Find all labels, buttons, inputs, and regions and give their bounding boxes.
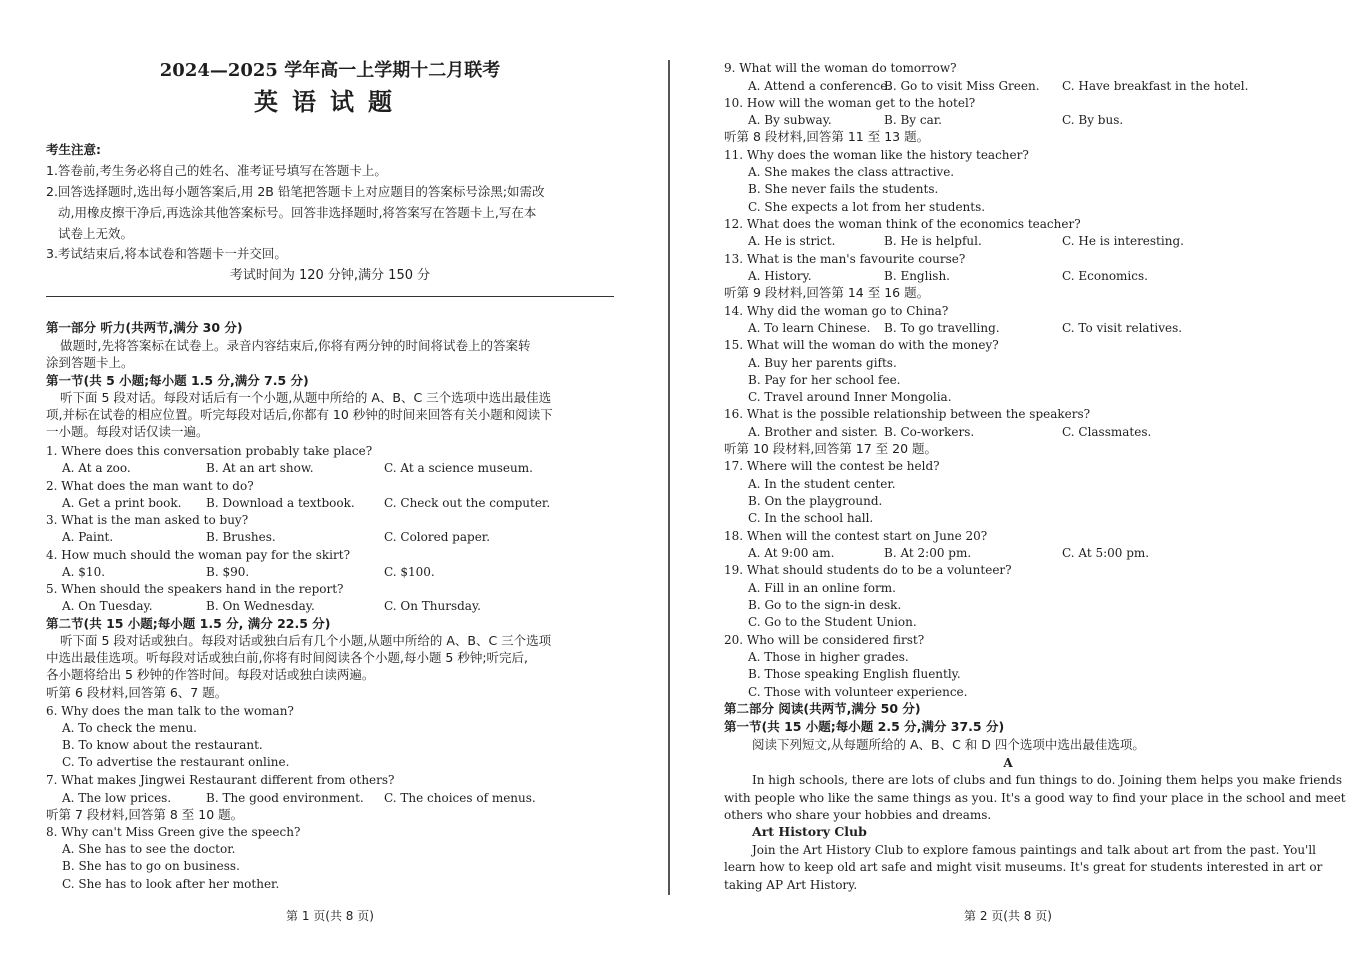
- part1-intro: 做题时,先将答案标在试卷上。录音内容结束后,你将有两分钟的时间将试卷上的答案转: [60, 338, 531, 353]
- section3-intro: 阅读下列短文,从每题所给的 A、B、C 和 D 四个选项中选出最佳选项。: [752, 737, 1145, 752]
- club-description-line: taking AP Art History.: [724, 878, 858, 892]
- q9-option-a: A. Attend a conference.: [748, 79, 892, 93]
- q19-option-a: A. Fill in an online form.: [748, 581, 896, 595]
- material-9-note: 听第 9 段材料,回答第 14 至 16 题。: [724, 285, 930, 300]
- q4-option-a: A. $10.: [62, 565, 106, 579]
- question-17: 17. Where will the contest be held?: [724, 459, 940, 473]
- section1-heading: 第一节(共 5 小题;每小题 1.5 分,满分 7.5 分): [46, 373, 309, 388]
- q8-option-a: A. She has to see the doctor.: [62, 842, 236, 856]
- page-footer: 第 2 页(共 8 页): [964, 909, 1052, 923]
- exam-page-2: [724, 0, 1346, 955]
- question-9: 9. What will the woman do tomorrow?: [724, 61, 957, 75]
- q15-option-c: C. Travel around Inner Mongolia.: [748, 390, 952, 404]
- q18-option-a: A. At 9:00 am.: [748, 546, 835, 560]
- q18-option-b: B. At 2:00 pm.: [884, 546, 972, 560]
- part1-intro: 涂到答题卡上。: [46, 355, 134, 370]
- q8-option-b: B. She has to go on business.: [62, 859, 240, 873]
- q14-option-a: A. To learn Chinese.: [748, 321, 871, 335]
- q7-option-b: B. The good environment.: [206, 791, 364, 805]
- question-3: 3. What is the man asked to buy?: [46, 513, 249, 527]
- q11-option-c: C. She expects a lot from her students.: [748, 200, 986, 214]
- q15-option-a: A. Buy her parents gifts.: [748, 356, 897, 370]
- q5-option-a: A. On Tuesday.: [62, 599, 153, 613]
- section2-intro: 各小题将给出 5 秒钟的作答时间。每段对话或独白读两遍。: [46, 667, 375, 682]
- divider: [46, 296, 614, 297]
- q9-option-c: C. Have breakfast in the hotel.: [1062, 79, 1249, 93]
- exam-page-1: [46, 0, 614, 955]
- page-footer: 第 1 页(共 8 页): [286, 909, 374, 923]
- question-1: 1. Where does this conversation probably take place?: [46, 444, 373, 458]
- question-15: 15. What will the woman do with the money?: [724, 338, 999, 352]
- question-5: 5. When should the speakers hand in the report?: [46, 582, 344, 596]
- question-13: 13. What is the man's favourite course?: [724, 252, 966, 266]
- section1-intro: 听下面 5 段对话。每段对话后有一个小题,从题中所给的 A、B、C 三个选项中选出最佳选: [60, 390, 552, 405]
- page-fold-line: [668, 60, 670, 895]
- q11-option-a: A. She makes the class attractive.: [748, 165, 955, 179]
- notice-line: 3.考试结束后,将本试卷和答题卡一并交回。: [46, 246, 287, 261]
- question-18: 18. When will the contest start on June 20?: [724, 529, 988, 543]
- q1-option-b: B. At an art show.: [206, 461, 314, 475]
- question-12: 12. What does the woman think of the economics teacher?: [724, 217, 1081, 231]
- material-7-note: 听第 7 段材料,回答第 8 至 10 题。: [46, 807, 244, 822]
- q13-option-c: C. Economics.: [1062, 269, 1148, 283]
- q7-option-c: C. The choices of menus.: [384, 791, 536, 805]
- q1-option-c: C. At a science museum.: [384, 461, 533, 475]
- q16-option-c: C. Classmates.: [1062, 425, 1152, 439]
- q17-option-a: A. In the student center.: [748, 477, 896, 491]
- part1-heading: 第一部分 听力(共两节,满分 30 分): [46, 320, 243, 335]
- passage-line: In high schools, there are lots of clubs and fun things to do. Joining them helps you make friends: [752, 773, 1342, 787]
- q10-option-a: A. By subway.: [748, 113, 832, 127]
- q11-option-b: B. She never fails the students.: [748, 182, 939, 196]
- material-10-note: 听第 10 段材料,回答第 17 至 20 题。: [724, 441, 938, 456]
- club-description-line: learn how to keep old art safe and might visit museums. It's great for students interested in art or: [724, 860, 1323, 874]
- q20-option-a: A. Those in higher grades.: [748, 650, 909, 664]
- q17-option-b: B. On the playground.: [748, 494, 883, 508]
- q16-option-a: A. Brother and sister.: [748, 425, 878, 439]
- q14-option-b: B. To go travelling.: [884, 321, 1000, 335]
- q3-option-b: B. Brushes.: [206, 530, 276, 544]
- passage-line: others who share your hobbies and dreams.: [724, 808, 992, 822]
- exam-time-note: 考试时间为 120 分钟,满分 150 分: [229, 268, 431, 283]
- question-6: 6. Why does the man talk to the woman?: [46, 704, 294, 718]
- notice-line: 试卷上无效。: [58, 226, 134, 241]
- question-10: 10. How will the woman get to the hotel?: [724, 96, 976, 110]
- material-6-note: 听第 6 段材料,回答第 6、7 题。: [46, 685, 228, 700]
- q5-option-b: B. On Wednesday.: [206, 599, 315, 613]
- question-4: 4. How much should the woman pay for the skirt?: [46, 548, 350, 562]
- q4-option-b: B. $90.: [206, 565, 250, 579]
- q2-option-b: B. Download a textbook.: [206, 496, 355, 510]
- q2-option-a: A. Get a print book.: [62, 496, 182, 510]
- q6-option-c: C. To advertise the restaurant online.: [62, 755, 290, 769]
- club-title: Art History Club: [752, 824, 867, 839]
- q16-option-b: B. Co-workers.: [884, 425, 975, 439]
- question-14: 14. Why did the woman go to China?: [724, 304, 949, 318]
- q15-option-b: B. Pay for her school fee.: [748, 373, 901, 387]
- q7-option-a: A. The low prices.: [62, 791, 172, 805]
- question-2: 2. What does the man want to do?: [46, 479, 254, 493]
- section3-heading: 第一节(共 15 小题;每小题 2.5 分,满分 37.5 分): [724, 719, 1005, 734]
- section2-intro: 中选出最佳选项。听每段对话或独白前,你将有时间阅读各个小题,每小题 5 秒钟;听完后,: [46, 650, 529, 665]
- q19-option-c: C. Go to the Student Union.: [748, 615, 917, 629]
- q3-option-c: C. Colored paper.: [384, 530, 491, 544]
- question-7: 7. What makes Jingwei Restaurant different from others?: [46, 773, 395, 787]
- section2-intro: 听下面 5 段对话或独白。每段对话或独白后有几个小题,从题中所给的 A、B、C 三个选项: [60, 633, 552, 648]
- q10-option-c: C. By bus.: [1062, 113, 1124, 127]
- q2-option-c: C. Check out the computer.: [384, 496, 551, 510]
- q4-option-c: C. $100.: [384, 565, 435, 579]
- material-8-note: 听第 8 段材料,回答第 11 至 13 题。: [724, 129, 930, 144]
- q12-option-b: B. He is helpful.: [884, 234, 982, 248]
- section1-intro: 一小题。每段对话仅读一遍。: [46, 424, 209, 439]
- q13-option-b: B. English.: [884, 269, 950, 283]
- q12-option-a: A. He is strict.: [748, 234, 836, 248]
- club-description-line: Join the Art History Club to explore famous paintings and talk about art from the past. You'll: [752, 843, 1317, 857]
- part2-heading: 第二部分 阅读(共两节,满分 50 分): [724, 701, 921, 716]
- q18-option-c: C. At 5:00 pm.: [1062, 546, 1150, 560]
- q9-option-b: B. Go to visit Miss Green.: [884, 79, 1040, 93]
- exam-subject: 英语试题: [254, 88, 406, 116]
- passage-label: A: [1003, 756, 1013, 770]
- q3-option-a: A. Paint.: [62, 530, 114, 544]
- question-16: 16. What is the possible relationship between the speakers?: [724, 407, 1091, 421]
- q1-option-a: A. At a zoo.: [62, 461, 131, 475]
- q13-option-a: A. History.: [748, 269, 812, 283]
- notice-line: 1.答卷前,考生务必将自己的姓名、准考证号填写在答题卡上。: [46, 163, 387, 178]
- notice-heading: 考生注意:: [46, 142, 101, 157]
- q20-option-b: B. Those speaking English fluently.: [748, 667, 961, 681]
- notice-line: 动,用橡皮擦干净后,再选涂其他答案标号。回答非选择题时,将答案写在答题卡上,写在本: [58, 205, 537, 220]
- q10-option-b: B. By car.: [884, 113, 942, 127]
- q8-option-c: C. She has to look after her mother.: [62, 877, 280, 891]
- exam-title: 2024—2025 学年高一上学期十二月联考: [159, 60, 501, 81]
- question-8: 8. Why can't Miss Green give the speech?: [46, 825, 301, 839]
- q6-option-b: B. To know about the restaurant.: [62, 738, 263, 752]
- q12-option-c: C. He is interesting.: [1062, 234, 1184, 248]
- q17-option-c: C. In the school hall.: [748, 511, 874, 525]
- notice-line: 2.回答选择题时,选出每小题答案后,用 2B 铅笔把答题卡上对应题目的答案标号涂黑;如需改: [46, 184, 545, 199]
- q6-option-a: A. To check the menu.: [62, 721, 197, 735]
- question-20: 20. Who will be considered first?: [724, 633, 925, 647]
- q5-option-c: C. On Thursday.: [384, 599, 481, 613]
- section1-intro: 项,并标在试卷的相应位置。听完每段对话后,你都有 10 秒钟的时间来回答有关小题和阅读下: [46, 407, 553, 422]
- question-11: 11. Why does the woman like the history teacher?: [724, 148, 1029, 162]
- q19-option-b: B. Go to the sign-in desk.: [748, 598, 902, 612]
- passage-line: with people who like the same things as you. It's a good way to find your place in the school and meet: [724, 791, 1346, 805]
- section2-heading: 第二节(共 15 小题;每小题 1.5 分, 满分 22.5 分): [46, 616, 331, 631]
- q14-option-c: C. To visit relatives.: [1062, 321, 1183, 335]
- question-19: 19. What should students do to be a volunteer?: [724, 563, 1012, 577]
- q20-option-c: C. Those with volunteer experience.: [748, 685, 968, 699]
